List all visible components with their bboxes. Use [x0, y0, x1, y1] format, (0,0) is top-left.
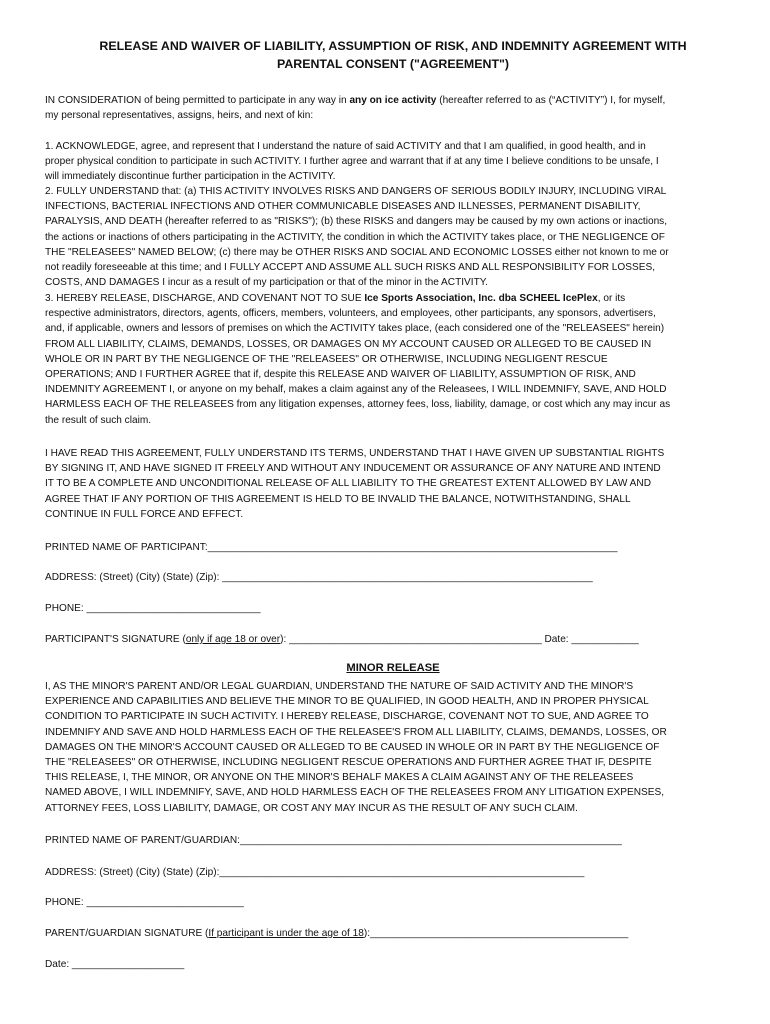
- guardian-signature-field[interactable]: [45, 927, 628, 941]
- intro-activity-bold: any on ice activity: [349, 95, 437, 106]
- intro-line-1: [45, 93, 751, 108]
- document-title: [40, 37, 746, 73]
- minor-release-line: INDEMNIFY AND SAVE AND HOLD HARMLESS EACH OF THE RELEASEE'S FROM ALL LIABILITY, CLAIMS, DEMANDS, LOSSES, OR: [45, 726, 667, 738]
- clause-2-line: the actions or inactions of others participating in the ACTIVITY, the condition in which the ACTIVITY takes place, or THE NEGLIGENCE OF: [45, 231, 665, 243]
- minor-release-line: I, AS THE MINOR'S PARENT AND/OR LEGAL GUARDIAN, UNDERSTAND THE NATURE OF SAID ACTIVITY AND THE MINOR'S: [45, 681, 634, 692]
- title-line-1: RELEASE AND WAIVER OF LIABILITY, ASSUMPTION OF RISK, AND INDEMNITY AGREEMENT WITH: [99, 39, 687, 53]
- acknowledgment-line: IT TO BE A COMPLETE AND UNCONDITIONAL RELEASE OF ALL LIABILITY TO THE GREATEST EXTENT ALLOWED BY LAW AND: [45, 478, 651, 490]
- acknowledgment-paragraph: [45, 446, 751, 522]
- minor-release-line: DAMAGES ON THE MINOR'S ACCOUNT CAUSED OR ALLEGED TO BE CAUSED IN WHOLE OR IN PART BY THE NEGLIGENCE OF: [45, 741, 660, 753]
- minor-release-line: THIS RELEASE, I, THE MINOR, OR ANYONE ON THE MINOR'S BEHALF MAKES A CLAIM AGAINST ANY OF THE RELEASEES: [45, 772, 634, 784]
- minor-release-line: EXPERIENCE AND CAPABILITIES AND BELIEVE THE MINOR TO BE QUALIFIED, IN GOOD HEALTH, AND IN PROPER PHYSICAL: [45, 696, 649, 708]
- minor-release-line: THE "RELEASEES" OR OTHERWISE, INCLUDING NEGLIGENT RESCUE OPERATIONS AND FURTHER AGREE THAT IF, DESPITE: [45, 756, 652, 768]
- intro-paragraph: [45, 93, 751, 123]
- title-line-2: PARENTAL CONSENT ("AGREEMENT"): [276, 57, 510, 71]
- participant-phone-field[interactable]: PHONE: _______________________________: [45, 603, 261, 614]
- guardian-signature-label: PARENT/GUARDIAN SIGNATURE (: [45, 928, 209, 939]
- signature-label: PARTICIPANT'S SIGNATURE (: [45, 634, 186, 645]
- clause-3-line-1: [45, 291, 751, 306]
- clause-2-line: PARALYSIS, AND DEATH (hereafter referred to as "RISKS"); (b) these RISKS and dangers may be caused by my own actions or inactions,: [45, 216, 668, 228]
- intro-text-c: (hereafter referred to as (“ACTIVITY”) I, for myself,: [436, 95, 666, 106]
- clause-3-text-c: , or its: [597, 293, 626, 304]
- guardian-address-field[interactable]: ADDRESS: (Street) (City) (State) (Zip):_________________________________________________________________: [45, 867, 585, 878]
- acknowledgment-line: CONTINUE IN FULL FORCE AND EFFECT.: [45, 508, 244, 520]
- signature-date-line: ): _____________________________________________ Date: ____________: [280, 634, 639, 645]
- clause-2-line: not readily foreseeable at this time; and I FULLY ACCEPT AND ASSUME ALL SUCH RISKS AND ALL RESPONSIBILITY FOR LOSSES,: [45, 261, 655, 273]
- releasee-organization-name: Ice Sports Association, Inc. dba SCHEEL IcePlex: [364, 293, 598, 304]
- acknowledgment-line: I HAVE READ THIS AGREEMENT, FULLY UNDERSTAND ITS TERMS, UNDERSTAND THAT I HAVE GIVEN UP SUBSTANTIAL RIGHTS: [45, 448, 665, 459]
- clause-3-line: OPERATIONS; AND I FURTHER AGREE that if, despite this RELEASE AND WAIVER OF LIABILITY, ASSUMPTION OF RISK, AND: [45, 368, 636, 380]
- participant-address-field[interactable]: ADDRESS: (Street) (City) (State) (Zip): __________________________________________________________________: [45, 572, 593, 583]
- clause-2-line: COSTS, AND DAMAGES I incur as a result of my participation or that of the minor in the ACTIVITY.: [45, 277, 488, 289]
- minor-release-paragraph: [45, 679, 751, 816]
- clause-3-line: HARMLESS EACH OF THE RELEASEES from any litigation expenses, attorney fees, loss, liability, damage, or cost which any may incur as: [45, 399, 671, 411]
- acknowledgment-line: BY SIGNING IT, AND HAVE SIGNED IT FREELY AND WITHOUT ANY INDUCEMENT OR ASSURANCE OF ANY NATURE AND INTEND: [45, 463, 661, 475]
- clause-3-line: WHOLE OR IN PART BY THE NEGLIGENCE OF THE "RELEASEES" OR OTHERWISE, INCLUDING NEGLIGENT RESCUE: [45, 353, 608, 365]
- clause-1-line: 1. ACKNOWLEDGE, agree, and represent that I understand the nature of said ACTIVITY and that I am qualified, in good health, and in: [45, 141, 646, 152]
- minor-release-line: ATTORNEY FEES, LOSS LIABILITY, DAMAGE, OR COST ANY MAY INCUR AS THE RESULT OF ANY SUCH CLAIM.: [45, 802, 578, 814]
- signature-condition: only if age 18 or over: [185, 634, 281, 645]
- participant-signature-field[interactable]: [45, 633, 639, 647]
- clause-2-line: 2. FULLY UNDERSTAND that: (a) THIS ACTIVITY INVOLVES RISKS AND DANGERS OF SERIOUS BODILY INJURY, INCLUDING VIRAL: [45, 186, 667, 197]
- guardian-signature-line: ):______________________________________________: [363, 928, 629, 939]
- clause-1-line: will immediately discontinue further participation in the ACTIVITY.: [45, 171, 336, 183]
- clause-3-line: FROM ALL LIABILITY, CLAIMS, DEMANDS, LOSSES, OR DAMAGES ON MY ACCOUNT CAUSED OR ALLEGED TO BE CAUSED IN: [45, 338, 652, 350]
- guardian-date-field[interactable]: Date: ____________________: [45, 959, 185, 970]
- guardian-signature-condition: If participant is under the age of 18: [208, 928, 364, 939]
- guardian-phone-field[interactable]: PHONE: ____________________________: [45, 897, 244, 908]
- acknowledgment-line: AGREE THAT IF ANY PORTION OF THIS AGREEMENT IS HELD TO BE INVALID THE BALANCE, NOTWITHSTANDING, SHALL: [45, 493, 631, 505]
- clause-1-line: proper physical condition to participate in such ACTIVITY. I further agree and warrant that if at any time I believe conditions to be unsafe, I: [45, 156, 659, 168]
- minor-release-heading: MINOR RELEASE: [346, 662, 440, 674]
- participant-name-field[interactable]: PRINTED NAME OF PARTICIPANT:_________________________________________________________________________: [45, 542, 618, 553]
- clause-2-line: INFECTIONS, BACTERIAL INFECTIONS AND OTHER COMMUNICABLE DISEASES AND ILLNESSES, PERMANENT DISABILITY,: [45, 201, 641, 213]
- clause-3-text-a: 3. HEREBY RELEASE, DISCHARGE, AND COVENANT NOT TO SUE: [45, 293, 365, 304]
- clause-3-line: and, if applicable, owners and lessors of premises on which the ACTIVITY takes place, (each considered one of the "RELEASEES" herein): [45, 323, 665, 335]
- clause-2: [45, 184, 751, 290]
- minor-release-line: NAMED ABOVE, I WILL INDEMNIFY, SAVE, AND HOLD HARMLESS EACH OF THE RELEASEES FROM ANY LITIGATION EXPENSES,: [45, 787, 665, 799]
- clause-3-line: the result of such claim.: [45, 414, 152, 426]
- intro-text-a: IN CONSIDERATION of being permitted to participate in any way in: [45, 95, 350, 106]
- clause-1: [45, 139, 751, 185]
- clause-3: [45, 291, 751, 428]
- guardian-name-field[interactable]: PRINTED NAME OF PARENT/GUARDIAN:____________________________________________________________________: [45, 835, 622, 846]
- clause-3-line: INDEMNITY AGREEMENT I, or anyone on my behalf, makes a claim against any of the Releasees, I WILL INDEMNIFY, SAVE, AND HOLD: [45, 384, 667, 396]
- clause-2-line: THE "RELEASEES" NAMED BELOW; (c) there may be OTHER RISKS AND SOCIAL AND ECONOMIC LOSSES either not known to me or: [45, 246, 669, 258]
- intro-line-2: my personal representatives, assigns, heirs, and next of kin:: [45, 110, 314, 122]
- minor-release-line: CONDITION TO PARTICIPATE IN SUCH ACTIVITY. I HEREBY RELEASE, DISCHARGE, COVENANT NOT TO SUE, AND AGREE TO: [45, 711, 649, 723]
- clause-3-line: respective administrators, directors, agents, officers, members, volunteers, and employees, other participants, any sponsors, advertisers,: [45, 308, 656, 320]
